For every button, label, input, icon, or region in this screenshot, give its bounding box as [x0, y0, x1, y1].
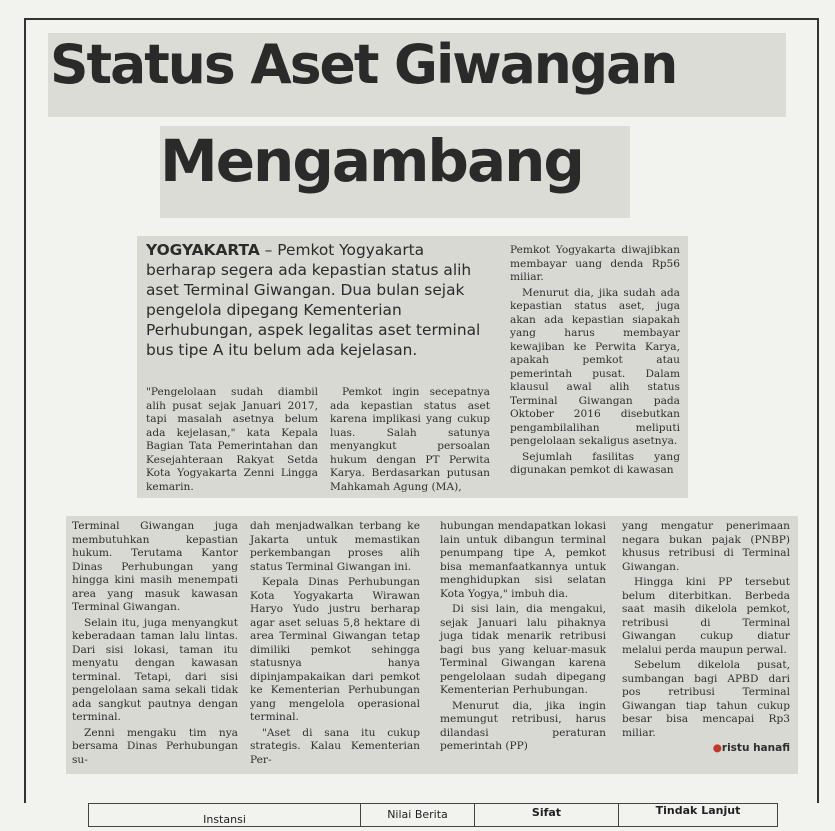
- footer-label-instansi: Instansi: [203, 813, 246, 826]
- headline-line-2: Mengambang: [160, 127, 583, 195]
- frame-right-border: [817, 18, 819, 803]
- paragraph: yang mengatur penerimaan negara bukan pajak (PNBP) khusus retribusi di Terminal Giwangan.: [622, 520, 790, 573]
- paragraph: Pemkot Yogyakarta diwajibkan membayar uang denda Rp56 miliar.: [510, 244, 680, 283]
- paragraph: Hingga kini PP tersebut belum diterbitkan. Berbeda saat masih dikelola pemkot, retribusi di Terminal Giwangan cukup diatur melalui perda maupun perwal.: [622, 576, 790, 656]
- paragraph: Menurut dia, jika ingin memungut retribusi, harus dilandasi peraturan pemerintah (PP): [440, 699, 606, 752]
- paragraph: Menurut dia, jika sudah ada kepastian status aset, juga akan ada kepastian siapakah yang harus membayar kewajiban ke Perwita Karya, apakah pemkot atau pemerintah pusat. Dalam klausul awal alih status Terminal Giwangan pada Oktober 2016 disebutkan pengambilalihan meliputi pengelolaan sekaligus asetnya.: [510, 286, 680, 447]
- byline: [622, 742, 790, 756]
- footer-cell-tindak-lanjut: [619, 804, 777, 826]
- lead-paragraph: [146, 240, 492, 360]
- byline-name: ristu hanafi: [721, 742, 790, 754]
- paragraph: Terminal Giwangan juga membutuhkan kepastian hukum. Terutama Kantor Dinas Perhubungan yang hingga kini masih menempati area yang masuk kawasan Terminal Giwangan.: [72, 520, 238, 613]
- paragraph: Zenni mengaku tim nya bersama Dinas Perhubungan su-: [72, 726, 238, 766]
- dateline-dash: –: [259, 241, 278, 259]
- frame-top-border: [24, 18, 819, 20]
- paragraph: Di sisi lain, dia mengakui, sejak Januari lalu pihaknya juga tidak menarik retribusi bagi bus yang keluar-masuk Terminal Giwangan karena pengelolaan sudah dipegang Kementerian Perhubungan.: [440, 603, 606, 696]
- paragraph: hubungan mendapatkan lokasi lain untuk dibangun terminal penumpang tipe A, pemkot bisa memanfaatkannya untuk menghidupkan sisi selatan Kota Yogya," imbuh dia.: [440, 520, 606, 600]
- lower-column-1: [72, 520, 238, 769]
- paragraph: Selain itu, juga menyangkut keberadaan taman lalu lintas. Dari sisi lokasi, taman itu menyatu dengan kawasan terminal. Tetapi, dari sisi pengelolaan sama sekali tidak ada sangkut pautnya dengan terminal.: [72, 616, 238, 723]
- paragraph: "Pengelolaan sudah diambil alih pusat sejak Januari 2017, tapi masalah asetnya belum ada kejelasan," kata Kepala Bagian Tata Pemerintahan dan Kesejahteraan Rakyat Setda Kota Yogyakarta Zenni Lingga kemarin.: [146, 386, 318, 493]
- frame-left-border: [24, 18, 26, 803]
- footer-cell-sifat: [475, 804, 619, 826]
- upper-column-1: [146, 386, 318, 496]
- paragraph: Pemkot ingin secepatnya ada kepastian status aset karena implikasi yang cukup luas. Salah satunya menyangkut persoalan hukum dengan PT Perwita Karya. Berdasarkan putusan Mahkamah Agung (MA),: [330, 386, 490, 493]
- lower-column-3: [440, 520, 606, 756]
- footer-cell-instansi: [89, 804, 361, 826]
- paragraph: Kepala Dinas Perhubungan Kota Yogyakarta Wirawan Haryo Yudo justru berharap agar aset seluas 5,8 hektare di area Terminal Giwangan tetap dimiliki pemkot sehingga statusnya hanya dipinjampakaikan dari pemkot ke Kementerian Perhubungan yang mengelola operasional terminal.: [250, 576, 420, 723]
- upper-column-2: [330, 386, 490, 496]
- lead-text: Pemkot Yogyakarta berharap segera ada kepastian status alih aset Terminal Giwangan. Dua bulan sejak pengelola dipegang Kementerian Perhubungan, aspek legalitas aset terminal bus tipe A itu belum ada kejelasan.: [146, 241, 481, 359]
- lower-column-4: [622, 520, 790, 756]
- paragraph: Sejumlah fasilitas yang digunakan pemkot di kawasan: [510, 450, 680, 476]
- bullet-icon: ●: [712, 742, 722, 754]
- headline-line-1: Status Aset Giwangan: [50, 33, 677, 96]
- footer-label-sifat: Sifat: [531, 806, 562, 819]
- footer-cell-nilai-berita: [361, 804, 475, 826]
- paragraph: dah menjadwalkan terbang ke Jakarta untuk memastikan perkembangan proses alih status Terminal Giwangan ini.: [250, 520, 420, 573]
- paragraph: Sebelum dikelola pusat, sumbangan bagi APBD dari pos retribusi Terminal Giwangan tiap tahun cukup besar bisa mencapai Rp3 miliar.: [622, 659, 790, 739]
- archive-footer-form: [88, 803, 778, 827]
- footer-label-nilai-berita: Nilai Berita: [387, 808, 448, 821]
- footer-label-tindak-lanjut: Tindak Lanjut: [655, 804, 741, 817]
- dateline: YOGYAKARTA: [146, 241, 260, 259]
- upper-column-3: [510, 244, 680, 480]
- paragraph: "Aset di sana itu cukup strategis. Kalau Kementerian Per-: [250, 726, 420, 766]
- lower-column-2: [250, 520, 420, 769]
